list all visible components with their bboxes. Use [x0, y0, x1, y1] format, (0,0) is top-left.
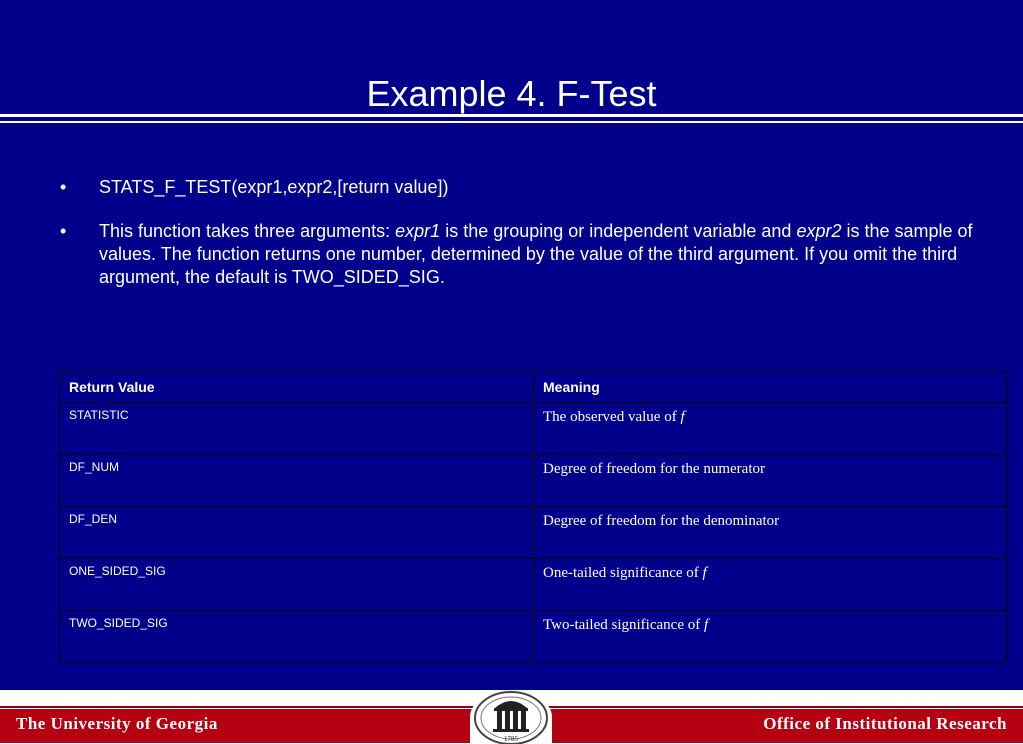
table-row — [60, 507, 1007, 559]
description-text-2: is the grouping or independent variable and — [440, 221, 797, 241]
slide-title: Example 4. F-Test — [366, 73, 657, 114]
seal-year: 1785 — [504, 735, 518, 743]
header-return-value: Return Value — [60, 372, 534, 403]
meaning-text: Degree of freedom for the numerator — [543, 461, 765, 477]
meaning-text: One-tailed significance of — [543, 565, 703, 581]
return-value-cell: TWO_SIDED_SIG — [60, 611, 534, 663]
meaning-cell — [534, 455, 1007, 507]
description-text-3: is the sample of values. The function returns one number, determined by the value of the third argument. If you omit the third argument, the default is TWO_SIDED_SIG. — [99, 221, 973, 287]
meaning-cell — [534, 507, 1007, 559]
return-values-table — [59, 371, 1007, 663]
footer-banner — [0, 690, 1023, 744]
return-value-cell: DF_NUM — [60, 455, 534, 507]
meaning-cell — [534, 611, 1007, 663]
return-value-cell: ONE_SIDED_SIG — [60, 559, 534, 611]
return-value-cell: STATISTIC — [60, 403, 534, 455]
meaning-cell — [534, 403, 1007, 455]
table-row — [60, 455, 1007, 507]
description-text-1: This function takes three arguments: — [99, 221, 396, 241]
return-value-cell: DF_DEN — [60, 507, 534, 559]
meaning-variable: f — [680, 409, 685, 425]
university-arch-icon — [470, 690, 552, 744]
header-meaning: Meaning — [534, 372, 1007, 403]
argument-expr2: expr2 — [796, 221, 842, 241]
table-header-row — [60, 372, 1007, 403]
meaning-cell — [534, 559, 1007, 611]
footer-office-name: Office of Institutional Research — [763, 714, 1007, 733]
argument-expr1: expr1 — [395, 221, 441, 241]
title-divider-thin — [0, 121, 1023, 123]
table-row — [60, 559, 1007, 611]
bullet-marker: • — [60, 221, 67, 241]
bullet-item-description — [60, 220, 1012, 289]
meaning-text: The observed value of — [543, 409, 681, 425]
bullet-list — [60, 176, 1012, 310]
meaning-text: Two-tailed significance of — [543, 617, 704, 633]
table-row — [60, 611, 1007, 663]
table-row — [60, 403, 1007, 455]
bullet-item-signature — [60, 176, 1012, 199]
footer-university-name: The University of Georgia — [16, 714, 218, 733]
title-divider-thick — [0, 114, 1023, 117]
function-signature: STATS_F_TEST(expr1,expr2,[return value]) — [99, 177, 449, 197]
meaning-variable: f — [702, 565, 707, 581]
meaning-text: Degree of freedom for the denominator — [543, 513, 780, 529]
meaning-variable: f — [703, 617, 709, 633]
bullet-marker: • — [60, 177, 67, 197]
